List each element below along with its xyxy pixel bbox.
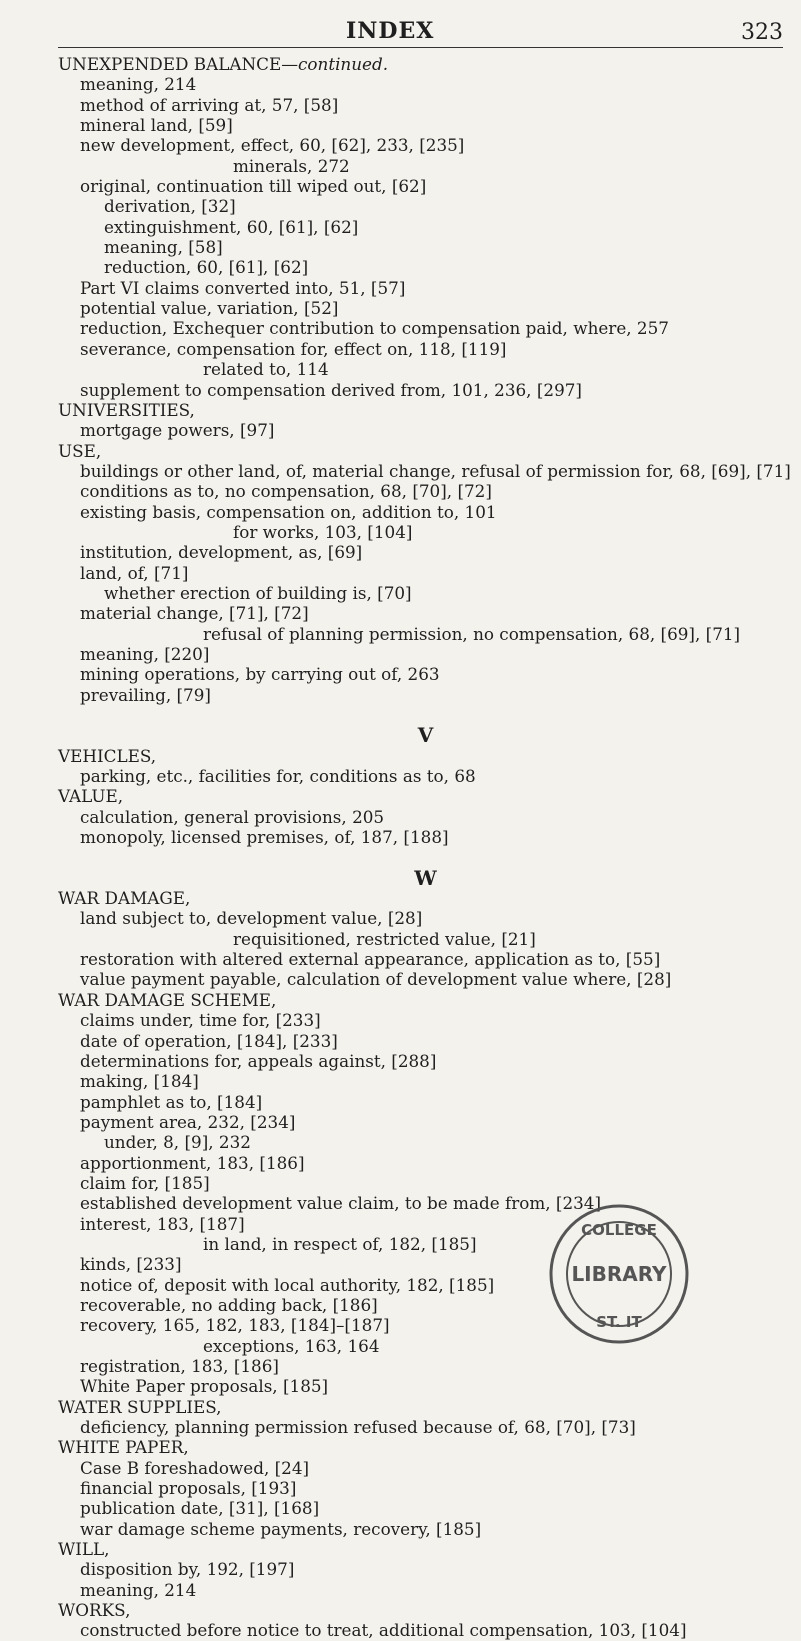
- stamp-line-2: LIBRARY: [571, 1262, 667, 1286]
- index-entry: war damage scheme payments, recovery, [185]: [80, 1518, 482, 1539]
- index-entry: conditions as to, no compensation, 68, [70], [72]: [80, 481, 492, 502]
- index-entry: deficiency, planning permission refused because of, 68, [70], [73]: [80, 1417, 636, 1438]
- index-entry: recoverable, no adding back, [186]: [80, 1294, 378, 1315]
- index-entry: making, [184]: [80, 1071, 199, 1092]
- index-entry: apportionment, 183, [186]: [80, 1152, 305, 1173]
- index-entry: exceptions, 163, 164: [203, 1335, 380, 1356]
- index-entry: buildings or other land, of, material change, refusal of permission for, 68, [69], [71]: [80, 460, 791, 481]
- index-heading: USE,: [58, 440, 102, 461]
- index-entry: meaning, 214: [80, 1579, 197, 1600]
- index-body: [58, 54, 793, 1641]
- index-entry: pamphlet as to, [184]: [80, 1091, 263, 1112]
- index-entry: whether erection of building is, [70]: [104, 582, 412, 603]
- index-entry: material change, [71], [72]: [80, 603, 309, 624]
- index-entry: established development value claim, to be made from, [234]: [80, 1193, 602, 1214]
- index-entry: meaning, [220]: [80, 643, 210, 664]
- index-entry: mining operations, by carrying out of, 263: [80, 664, 440, 685]
- index-entry: Case B foreshadowed, [24]: [80, 1457, 310, 1478]
- index-entry: interest, 183, [187]: [80, 1213, 245, 1234]
- index-heading: UNEXPENDED BALANCE—continued.: [58, 54, 389, 74]
- index-entry: requisitioned, restricted value, [21]: [233, 928, 536, 949]
- library-stamp: [544, 1199, 694, 1349]
- stamp-line-1: COLLEGE: [581, 1221, 657, 1239]
- index-entry: severance, compensation for, effect on, 118, [119]: [80, 338, 507, 359]
- page-header: [0, 18, 801, 46]
- index-entry: original, continuation till wiped out, [62]: [80, 176, 427, 197]
- index-entry: payment area, 232, [234]: [80, 1111, 296, 1132]
- index-entry: parking, etc., facilities for, conditions as to, 68: [80, 766, 476, 787]
- index-entry: calculation, general provisions, 205: [80, 806, 385, 827]
- index-entry: kinds, [233]: [80, 1254, 182, 1275]
- index-heading: UNIVERSITIES,: [58, 399, 195, 420]
- page-number: 323: [741, 20, 783, 45]
- index-entry: extinguishment, 60, [61], [62]: [104, 216, 359, 237]
- section-letter: W: [414, 865, 437, 890]
- index-heading: WAR DAMAGE SCHEME,: [58, 989, 277, 1010]
- index-heading: WAR DAMAGE,: [58, 888, 191, 909]
- index-entry: registration, 183, [186]: [80, 1356, 279, 1376]
- index-entry: restoration with altered external appearance, application as to, [55]: [80, 949, 661, 970]
- index-entry: Part VI claims converted into, 51, [57]: [80, 277, 406, 298]
- index-entry: claims under, time for, [233]: [80, 1010, 321, 1031]
- index-entry: recovery, 165, 182, 183, [184]–[187]: [80, 1315, 390, 1336]
- index-entry: disposition by, 192, [197]: [80, 1559, 295, 1580]
- index-heading: WILL,: [58, 1539, 110, 1560]
- index-entry: mortgage powers, [97]: [80, 420, 275, 441]
- index-heading: VALUE,: [58, 786, 124, 807]
- index-entry: date of operation, [184], [233]: [80, 1030, 338, 1051]
- index-heading: WATER SUPPLIES,: [58, 1396, 222, 1417]
- index-entry: reduction, 60, [61], [62]: [104, 257, 309, 278]
- index-entry: under, 8, [9], 232: [104, 1132, 251, 1153]
- index-entry: value payment payable, calculation of development value where, [28]: [80, 969, 672, 990]
- index-entry: new development, effect, 60, [62], 233, [235]: [80, 135, 465, 156]
- stamp-line-3: ST. IT: [596, 1313, 642, 1331]
- index-entry: potential value, variation, [52]: [80, 298, 339, 319]
- index-entry: land, of, [71]: [80, 562, 189, 583]
- index-entry: White Paper proposals, [185]: [80, 1376, 329, 1397]
- index-entry: publication date, [31], [168]: [80, 1498, 320, 1519]
- index-entry: supplement to compensation derived from, 101, 236, [297]: [80, 379, 582, 400]
- index-entry: in land, in respect of, 182, [185]: [203, 1233, 477, 1254]
- index-entry: prevailing, [79]: [80, 684, 211, 705]
- index-entry: monopoly, licensed premises, of, 187, [188]: [80, 827, 449, 848]
- index-entry: financial proposals, [193]: [80, 1478, 297, 1499]
- index-entry: institution, development, as, [69]: [80, 542, 363, 563]
- spacer: [58, 847, 793, 867]
- index-entry: existing basis, compensation on, addition to, 101: [80, 501, 497, 522]
- index-entry: meaning, [58]: [104, 237, 223, 258]
- index-entry: for works, 103, [104]: [233, 521, 413, 542]
- index-entry: constructed before notice to treat, additional compensation, 103, [104]: [80, 1620, 687, 1641]
- index-entry: refusal of planning permission, no compensation, 68, [69], [71]: [203, 623, 741, 644]
- index-entry: related to, 114: [203, 359, 329, 380]
- index-heading: WHITE PAPER,: [58, 1437, 189, 1458]
- index-entry: mineral land, [59]: [80, 115, 233, 136]
- index-heading: VEHICLES,: [58, 745, 157, 766]
- header-rule: [58, 47, 783, 48]
- index-entry: notice of, deposit with local authority, 182, [185]: [80, 1274, 495, 1295]
- page-title: INDEX: [346, 18, 435, 44]
- continued-label: continued.: [298, 54, 389, 74]
- index-heading: WORKS,: [58, 1600, 131, 1621]
- index-entry: determinations for, appeals against, [288]: [80, 1050, 437, 1071]
- spacer: [58, 705, 793, 725]
- index-entry: claim for, [185]: [80, 1172, 210, 1193]
- index-entry: method of arriving at, 57, [58]: [80, 94, 339, 115]
- index-entry: minerals, 272: [233, 155, 350, 176]
- index-entry: derivation, [32]: [104, 196, 236, 217]
- index-entry: land subject to, development value, [28]: [80, 908, 423, 929]
- index-entry: reduction, Exchequer contribution to compensation paid, where, 257: [80, 318, 669, 339]
- section-letter: V: [417, 723, 434, 748]
- index-entry: meaning, 214: [80, 74, 197, 95]
